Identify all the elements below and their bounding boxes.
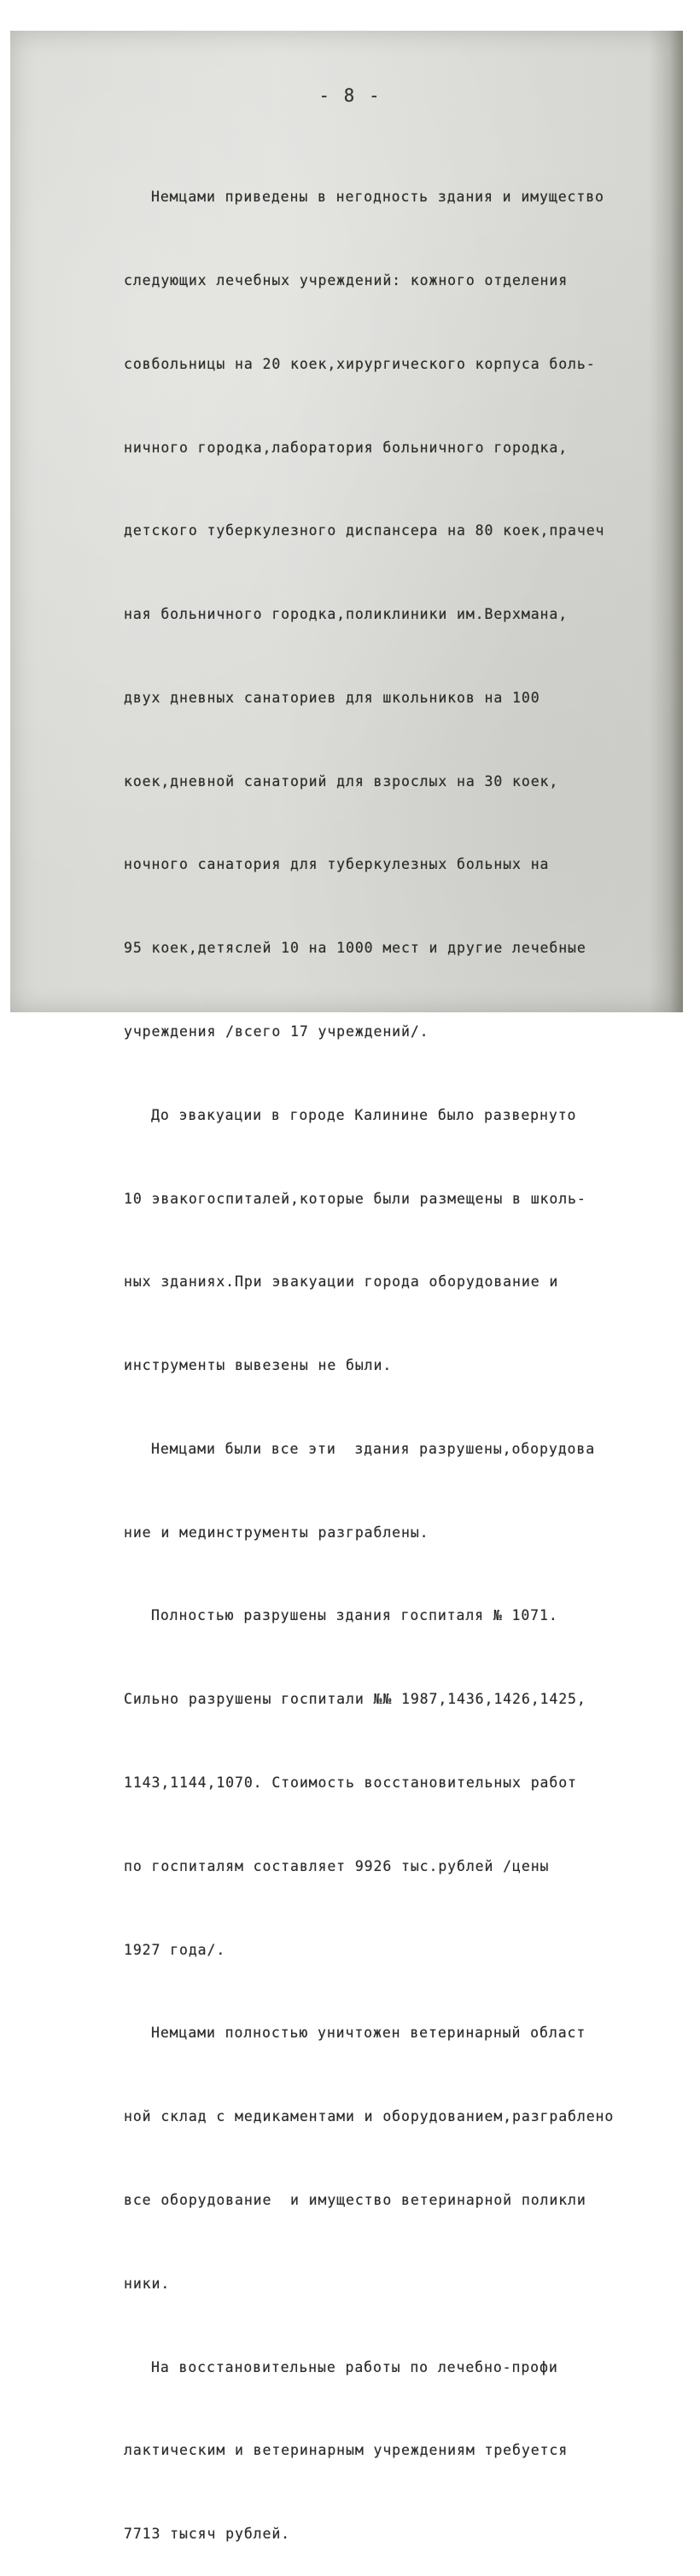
text-line: До эвакуации в городе Калинине было развернуто <box>151 1106 577 1123</box>
text-line: ники. <box>124 2275 171 2292</box>
page-number: - 8 - <box>318 85 382 106</box>
text-line: ных зданиях.При эвакуации города оборудование и <box>124 1273 559 1291</box>
text-line: 95 коек,детяслей 10 на 1000 мест и другие лечебные <box>124 940 586 957</box>
text-line: 10 эвакогоспиталей,которые были размещены в школь- <box>124 1190 586 1207</box>
text-line: ничного городка,лаборатория больничного городка, <box>124 439 569 456</box>
text-line: Немцами были все эти здания разрушены,оборудова <box>151 1440 596 1457</box>
text-line: по госпиталям составляет 9926 тыс.рублей /цены <box>124 1857 550 1874</box>
text-line: 1927 года/. <box>124 1941 226 1958</box>
text-line: совбольницы на 20 коек,хирургического корпуса боль- <box>124 355 596 372</box>
text-line: лактическим и ветеринарным учреждениям требуется <box>124 2442 569 2459</box>
text-line: все оборудование и имущество ветеринарной поликли <box>124 2191 586 2208</box>
text-line: учреждения /всего 17 учреждений/. <box>124 1023 429 1040</box>
text-line: ной склад с медикаментами и оборудованием,разграблено <box>124 2108 615 2125</box>
text-line: двух дневных санаториев для школьников на 100 <box>124 689 540 706</box>
text-line: следующих лечебных учреждений: кожного отделения <box>124 271 569 288</box>
text-line: 7713 тысяч рублей. <box>124 2526 291 2543</box>
text-line: ная больничного городка,поликлиники им.Верхмана, <box>124 606 569 623</box>
text-line: На восстановительные работы по лечебно-профи <box>151 2358 558 2375</box>
text-line: инструменты вывезены не были. <box>124 1357 393 1374</box>
text-line: ночного санатория для туберкулезных больных на <box>124 856 550 873</box>
text-line: Полностью разрушены здания госпиталя № 1071. <box>151 1607 558 1624</box>
text-line: Немцами полностью уничтожен ветеринарный област <box>151 2025 586 2042</box>
text-line: Сильно разрушены госпитали №№ 1987,1436,1426,1425, <box>124 1691 586 1708</box>
text-line: коек,дневной санаторий для взрослых на 30 коек, <box>124 772 559 790</box>
text-line: детского туберкулезного диспансера на 80 коек,прачеч <box>124 522 605 539</box>
text-line: ние и мединструменты разграблены. <box>124 1524 429 1541</box>
text-line: Немцами приведены в негодность здания и имущество <box>151 189 604 206</box>
document-body <box>124 128 662 2576</box>
text-line: 1143,1144,1070. Стоимость восстановительных работ <box>124 1775 577 1792</box>
